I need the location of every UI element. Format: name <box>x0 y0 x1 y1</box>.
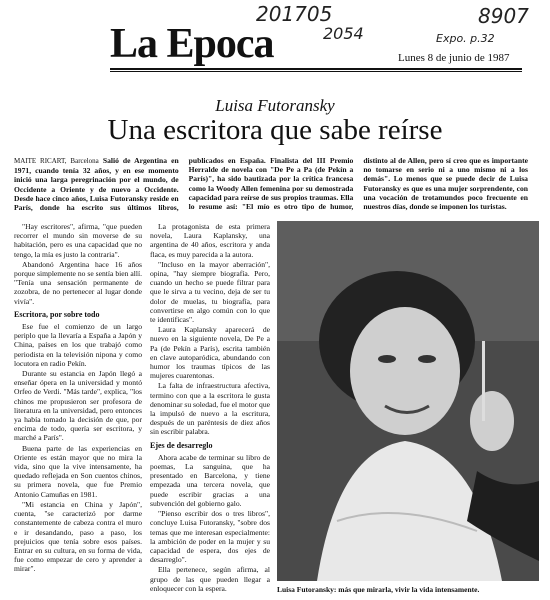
paragraph: Durante su estancia en Japón llegó a enseñar ópera en la universidad y montó Orfeo de Verdi. "Más tarde", explica, "los chinos me propusieron ser profesora de literatura en la universidad, pero entonces ya había tomado la decisión de que, por encima de todo, quería ser escritora, y marché a París". <box>14 369 142 443</box>
paragraph: Abandonó Argentina hace 16 años porque simplemente no se sentía bien allí. "Tenía una sensación permanente de zozobra, de no pertenecer al lugar donde vivía". <box>14 259 142 306</box>
article-headline: Una escritora que sabe reírse <box>107 114 443 146</box>
paragraph: Laura Kaplansky aparecerá de nuevo en la siguiente novela, De Pe a Pa (de Pekín a París), escrita también en clave autoparódica, abundando con humor los traumas típicos de las mujeres cuarentonas. <box>150 325 270 381</box>
handwritten-number-corner: 8907 <box>478 4 529 28</box>
newspaper-masthead: La Epoca <box>110 21 274 67</box>
subheading: Escritora, por sobre todo <box>14 309 100 319</box>
masthead-rule-thin <box>110 71 522 72</box>
paragraph: La protagonista de esta primera novela, Laura Kaplansky, una argentina de 40 años, escritora y anda flaca, es muy parecida a la autora. <box>150 222 270 259</box>
issue-date: Lunes 8 de junio de 1987 <box>398 52 510 64</box>
lead-paragraph: Salió de Argentina en 1971, cuando tenía 32 años, y en ese momento inició una larga peregrinación por el mundo, de Occidente a Oriente y de nuevo a Occidente. Desde hace cinco años, Luisa Futoransky reside en París, donde ha escrito sus últimos libros, publicados en España. Finalista del III Premio Herralde de novela con "De Pe a Pa (de Pekín a París)", ha sido bautizada por la crítica francesa como la Woody Allen femenina por su demostrada capacidad para reírse de sus propios traumas. Ella lo resume así: "El mío es otro tipo de humor, distinto al de Allen, pero sí creo que es importante no tomarse en serio ni a uno mismo ni a los demás". Lo menos que se puede decir de Luisa Futoransky es que es una mujer sorprendente, con una vocación de trotamundos poco frecuente en nuestros días, donde se imponen los turistas. <box>14 156 528 213</box>
paragraph: "Incluso en la mayor aberración", opina, "hay siempre biografía. Pero, cuando un hecho se puede filtrar para que le sirva a tu vecino, deja de ser tu dolor de muelas, tu biografía, para convertirse en algo común con lo que te identificas". <box>150 259 270 325</box>
subheading: Ejes de desarreglo <box>150 440 213 450</box>
article-byline: MAITE RICART, Barcelona <box>14 157 99 165</box>
paragraph: Ahora acabe de terminar su libro de poemas, La sanguina, que ha presentado en Barcelona, y tiene empezada una tercera novela, que puede escribir gracias a una subvención del gobierno galo. <box>150 452 270 508</box>
portrait-photo <box>277 221 539 581</box>
article-lead <box>14 156 528 218</box>
handwritten-number-top: 201705 <box>256 2 333 26</box>
portrait-illustration <box>277 221 539 581</box>
photo-caption: Luisa Futoransky: más que mirarla, vivir la vida intensamente. <box>277 585 480 594</box>
paragraph: "Pienso escribir dos o tres libros", concluye Luisa Futoransky, "sobre dos temas que me interesan especialmente: la ambición de poder en la mujer y su capacidad de espera, dos ejes de desarreglo". <box>150 509 270 565</box>
article-column-2 <box>150 222 270 594</box>
article-author: Luisa Futoransky <box>215 96 335 115</box>
paragraph: Ella pertenece, según afirma, al grupo de las que pueden llegar a enloquecer con la espera. <box>150 565 270 593</box>
paragraph: La falta de infraestructura afectiva, termino con que a la escritora le gusta denominar su soledad, fue el motor que la impulsó de nuevo a la escritura, después de un paréntesis de diez años sin escribir palabra. <box>150 381 270 437</box>
handwritten-number-side: 2054 <box>323 24 364 43</box>
paragraph: "Hay escritores", afirma, "que pueden recorrer el mundo sin moverse de su habitación, pero es una capacidad que no tengo, la mía es justo la contraria". <box>14 222 142 259</box>
paragraph: Buena parte de las experiencias en Oriente es están mayor que no mira la vida, sino que la vive intensamente, ha quedado reflejada en Son cuentos chinos, su primera novela, que fue Premio Antonio Camuñas en 1981. <box>14 443 142 499</box>
article-column-1 <box>14 222 142 594</box>
handwritten-reference: Expo. p.32 <box>436 32 495 45</box>
paragraph: "Mi estancia en China y Japón", cuenta, "se caracterizó por darme constantemente de cabeza contra el muro e ir desandando, paso a paso, los prejuicios que tenía sobre esos países. Entrar en su cultura, en su forma de vida, fue como empezar de cero y aprender a mirar". <box>14 499 142 574</box>
paragraph: Ese fue el comienzo de un largo periplo que la llevaría a España a Japón y China, países en los que trabajó como periodista en la televisión nipona y como locutora en radio Pekín. <box>14 322 142 368</box>
masthead-rule <box>110 68 522 70</box>
